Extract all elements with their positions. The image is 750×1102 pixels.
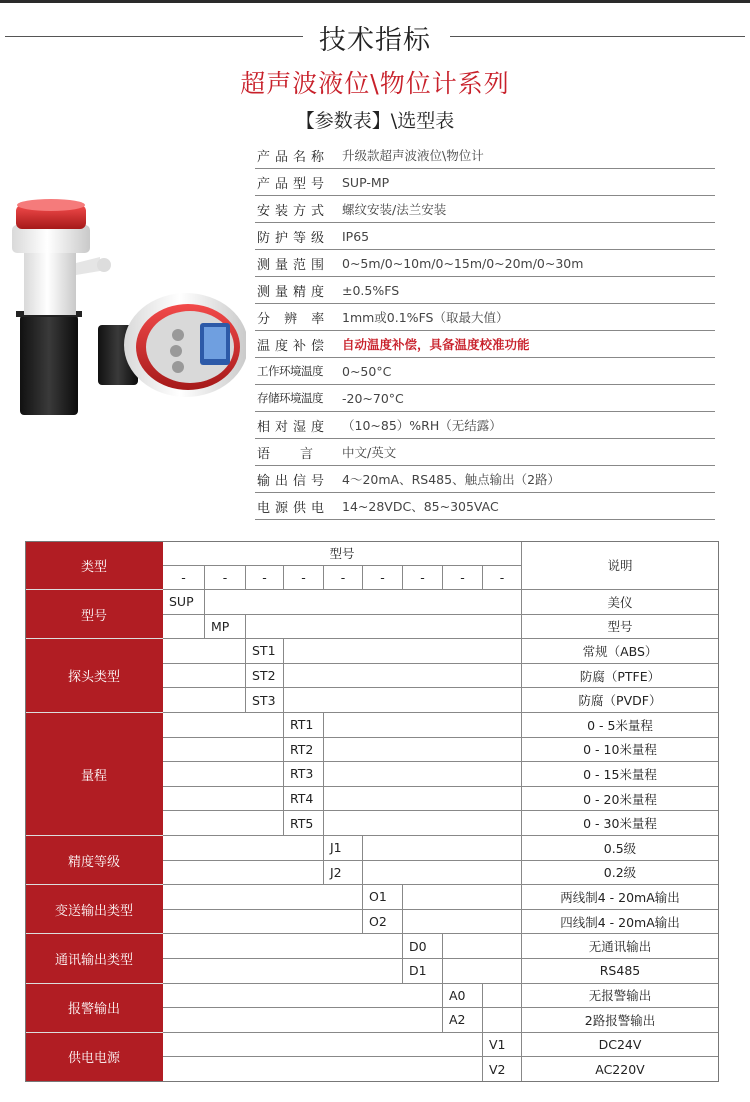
spec-value: ±0.5%FS [342, 282, 400, 298]
blank-cell [163, 984, 443, 1009]
spec-label: 输出信号 [257, 473, 330, 489]
type-group-label: 报警输出 [25, 984, 163, 1033]
spec-row [255, 466, 715, 493]
blank-cell [284, 639, 522, 664]
model-code-cell: D1 [403, 959, 443, 984]
blank-cell [163, 664, 246, 689]
spec-label: 温度补偿 [257, 338, 330, 354]
selection-table [25, 541, 719, 1082]
spec-value-highlight: 自动温度补偿，具备温度校准功能 [342, 337, 530, 352]
spec-row [255, 412, 715, 439]
spec-row [255, 493, 715, 520]
model-code-cell: RT2 [284, 738, 324, 763]
spec-label: 存储环境温度 [257, 391, 323, 405]
spec-label: 相对湿度 [257, 419, 330, 435]
description-header: 说明 [522, 541, 719, 590]
blank-cell [163, 688, 246, 713]
blank-cell [483, 984, 522, 1009]
blank-cell [163, 1033, 483, 1058]
model-code-cell: MP [205, 615, 246, 640]
blank-cell [163, 1008, 443, 1033]
description-cell: 0 - 20米量程 [522, 787, 719, 812]
type-group-label: 量程 [25, 713, 163, 836]
blank-cell [163, 885, 363, 910]
spec-value: 0~50°C [342, 363, 392, 379]
blank-cell [163, 910, 363, 935]
model-code-cell: RT5 [284, 811, 324, 836]
spec-value: 14~28VDC、85~305VAC [342, 499, 499, 514]
spec-label: 安装方式 [257, 203, 330, 219]
model-code-cell: A0 [443, 984, 483, 1009]
dash-cell: - [324, 566, 363, 591]
blank-cell [363, 861, 522, 886]
dash-cell: - [246, 566, 284, 591]
spec-label: 工作环境温度 [257, 364, 323, 378]
blank-cell [284, 664, 522, 689]
spec-value: 螺纹安装/法兰安装 [342, 202, 447, 217]
blank-cell [324, 713, 522, 738]
series-title: 超声波液位\物位计系列 [240, 69, 510, 98]
spec-row [255, 331, 715, 358]
type-group-label: 变送输出类型 [25, 885, 163, 934]
page-title: 技术指标 [319, 25, 431, 56]
spec-value: -20~70°C [342, 390, 404, 406]
model-code-cell: RT4 [284, 787, 324, 812]
description-cell: 两线制4 - 20mA输出 [522, 885, 719, 910]
spec-label: 产品名称 [257, 149, 330, 165]
product-image [6, 185, 246, 425]
spec-label: 测量精度 [257, 284, 330, 300]
title-divider-right [450, 36, 745, 37]
description-cell: 2路报警输出 [522, 1008, 719, 1033]
blank-cell [443, 959, 522, 984]
spec-row [255, 304, 715, 331]
spec-row [255, 223, 715, 250]
description-cell: 防腐（PVDF） [522, 688, 719, 713]
type-group-label: 通讯输出类型 [25, 934, 163, 983]
model-header: 型号 [163, 541, 522, 566]
description-cell: 型号 [522, 615, 719, 640]
blank-cell [324, 811, 522, 836]
top-border [0, 0, 750, 3]
description-cell: AC220V [522, 1057, 719, 1082]
blank-cell [163, 934, 403, 959]
blank-cell [163, 615, 205, 640]
blank-cell [483, 1008, 522, 1033]
spec-label: 电源供电 [257, 500, 330, 516]
description-cell: 常规（ABS） [522, 639, 719, 664]
type-group-label: 探头类型 [25, 639, 163, 713]
dash-cell: - [363, 566, 403, 591]
title-row [0, 14, 750, 60]
model-code-cell: V2 [483, 1057, 522, 1082]
blank-cell [324, 738, 522, 763]
description-cell: RS485 [522, 959, 719, 984]
description-cell: 0.2级 [522, 861, 719, 886]
blank-cell [403, 885, 522, 910]
description-cell: 四线制4 - 20mA输出 [522, 910, 719, 935]
spec-label: 产品型号 [257, 176, 330, 192]
spec-list [255, 142, 715, 520]
description-cell: 无报警输出 [522, 984, 719, 1009]
model-code-cell: O2 [363, 910, 403, 935]
blank-cell [163, 1057, 483, 1082]
blank-cell [163, 713, 284, 738]
blank-cell [403, 910, 522, 935]
type-group-label: 供电电源 [25, 1033, 163, 1082]
description-cell: 0 - 10米量程 [522, 738, 719, 763]
spec-row [255, 250, 715, 277]
spec-row [255, 196, 715, 223]
description-cell: 美仪 [522, 590, 719, 615]
dash-cell: - [163, 566, 205, 591]
type-group-label: 型号 [25, 590, 163, 639]
blank-cell [163, 787, 284, 812]
blank-cell [163, 639, 246, 664]
spec-value: SUP-MP [342, 174, 390, 190]
spec-row [255, 385, 715, 412]
blank-cell [205, 590, 522, 615]
description-cell: 0 - 15米量程 [522, 762, 719, 787]
spec-value: 1mm或0.1%FS（取最大值） [342, 310, 509, 325]
model-code-cell: ST2 [246, 664, 284, 689]
blank-cell [163, 762, 284, 787]
description-cell: 0.5级 [522, 836, 719, 861]
description-cell: 无通讯输出 [522, 934, 719, 959]
spec-row [255, 277, 715, 304]
model-code-cell: SUP [163, 590, 205, 615]
description-cell: 0 - 5米量程 [522, 713, 719, 738]
dash-cell: - [483, 566, 522, 591]
spec-value: （10~85）%RH（无结露） [342, 418, 502, 433]
blank-cell [163, 811, 284, 836]
blank-cell [163, 738, 284, 763]
description-cell: 0 - 30米量程 [522, 811, 719, 836]
dash-cell: - [205, 566, 246, 591]
spec-row [255, 439, 715, 466]
blank-cell [246, 615, 522, 640]
table-title: 【参数表】\选型表 [295, 110, 455, 132]
model-code-cell: J2 [324, 861, 363, 886]
type-header: 类型 [25, 541, 163, 590]
model-code-cell: J1 [324, 836, 363, 861]
blank-cell [284, 688, 522, 713]
blank-cell [163, 836, 324, 861]
dash-cell: - [403, 566, 443, 591]
blank-cell [363, 836, 522, 861]
blank-cell [324, 762, 522, 787]
blank-cell [163, 959, 403, 984]
spec-value: 升级款超声波液位\物位计 [342, 148, 484, 163]
model-code-cell: ST1 [246, 639, 284, 664]
description-cell: 防腐（PTFE） [522, 664, 719, 689]
spec-value: 4～20mA、RS485、触点输出（2路） [342, 472, 561, 487]
model-code-cell: D0 [403, 934, 443, 959]
model-code-cell: ST3 [246, 688, 284, 713]
blank-cell [443, 934, 522, 959]
blank-cell [324, 787, 522, 812]
model-code-cell: RT1 [284, 713, 324, 738]
blank-cell [163, 861, 324, 886]
spec-label: 语言 [257, 446, 344, 462]
spec-label: 测量范围 [257, 257, 330, 273]
description-cell: DC24V [522, 1033, 719, 1058]
type-group-label: 精度等级 [25, 836, 163, 885]
spec-row [255, 142, 715, 169]
dash-cell: - [443, 566, 483, 591]
dash-cell: - [284, 566, 324, 591]
spec-value: IP65 [342, 228, 370, 244]
model-code-cell: O1 [363, 885, 403, 910]
spec-label: 防护等级 [257, 230, 330, 246]
spec-row [255, 358, 715, 385]
spec-row [255, 169, 715, 196]
spec-value: 中文/英文 [342, 445, 397, 460]
model-code-cell: V1 [483, 1033, 522, 1058]
model-code-cell: RT3 [284, 762, 324, 787]
model-code-cell: A2 [443, 1008, 483, 1033]
spec-label: 分 辨 率 [257, 311, 330, 327]
spec-value: 0~5m/0~10m/0~15m/0~20m/0~30m [342, 255, 584, 271]
